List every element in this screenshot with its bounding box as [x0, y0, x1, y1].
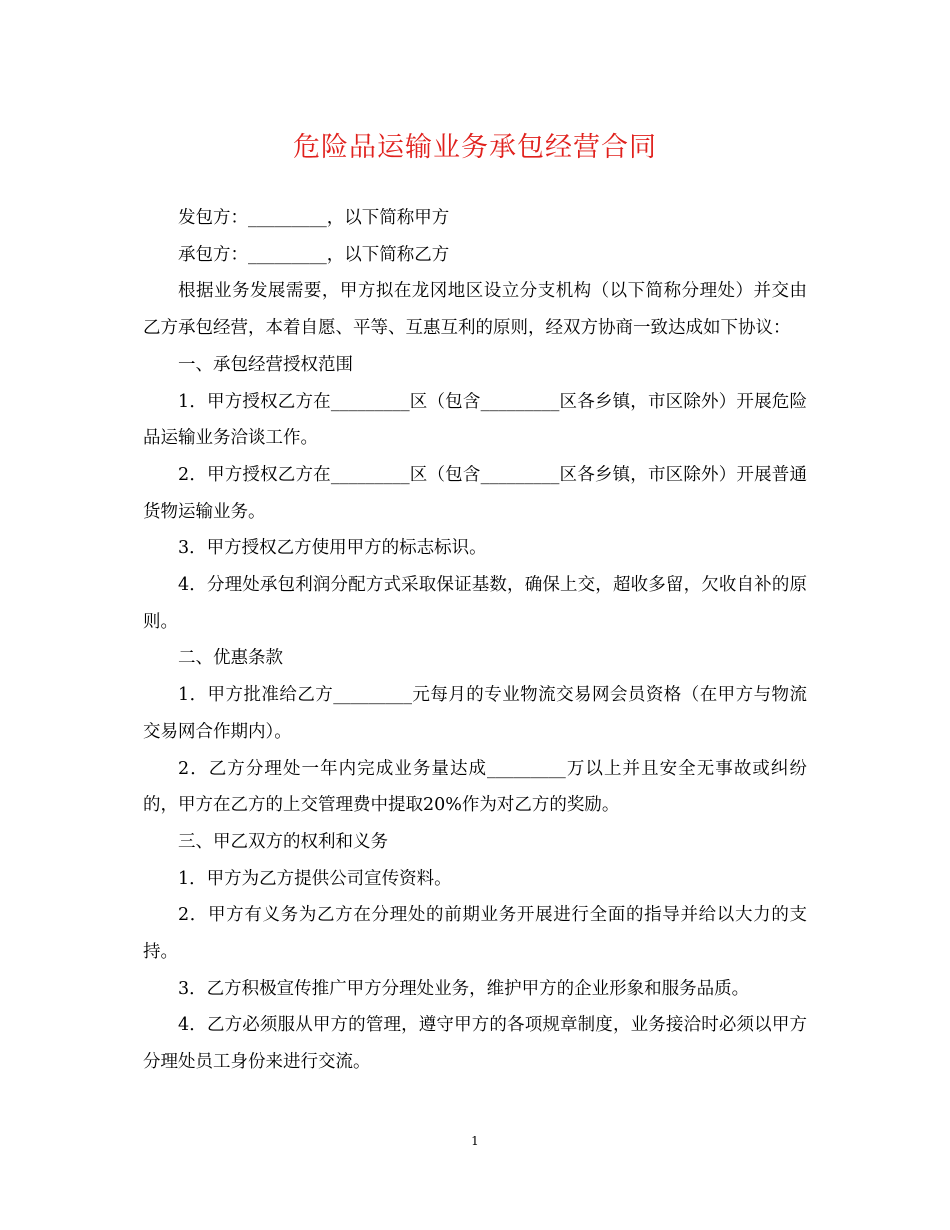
section-heading-3: 三、甲乙双方的权利和义务	[178, 831, 388, 852]
clause-1-1: 1．甲方授权乙方在_________区（包含_________区各乡镇，市区除外）开展危险品运输业务洽谈工作。	[143, 391, 807, 449]
document-title: 危险品运输业务承包经营合同	[293, 132, 657, 163]
clause-1-3: 3．甲方授权乙方使用甲方的标志标识。	[178, 538, 487, 559]
section-heading-1: 一、承包经营授权范围	[178, 354, 353, 375]
preamble-paragraph: 根据业务发展需要，甲方拟在龙冈地区设立分支机构（以下简称分理处）并交由乙方承包经营，本着自愿、平等、互惠互利的原则，经双方协商一致达成如下协议：	[143, 281, 807, 339]
contract-body	[143, 200, 807, 1081]
clause-1-2: 2．甲方授权乙方在_________区（包含_________区各乡镇，市区除外）开展普通货物运输业务。	[143, 464, 807, 522]
clause-1-4: 4．分理处承包利润分配方式采取保证基数，确保上交，超收多留，欠收自补的原则。	[143, 575, 807, 632]
clause-3-3: 3．乙方积极宣传推广甲方分理处业务，维护甲方的企业形象和服务品质。	[178, 978, 750, 999]
page-number: 1	[471, 1134, 479, 1148]
clause-2-1: 1．甲方批准给乙方_________元每月的专业物流交易网会员资格（在甲方与物流交易网合作期内）。	[143, 685, 807, 742]
clause-3-2: 2．甲方有义务为乙方在分理处的前期业务开展进行全面的指导并给以大力的支持。	[143, 905, 807, 963]
clause-3-1: 1．甲方为乙方提供公司宣传资料。	[178, 868, 452, 889]
clause-3-4: 4．乙方必须服从甲方的管理，遵守甲方的各项规章制度，业务接洽时必须以甲方分理处员工身份来进行交流。	[143, 1015, 807, 1073]
section-heading-2: 二、优惠条款	[178, 648, 283, 669]
party-b-line: 承包方：_________，以下简称乙方	[178, 244, 450, 265]
party-a-line: 发包方：_________，以下简称甲方	[178, 208, 450, 228]
clause-2-2: 2．乙方分理处一年内完成业务量达成_________万以上并且安全无事故或纠纷的，甲方在乙方的上交管理费中提取20%作为对乙方的奖励。	[143, 758, 807, 816]
